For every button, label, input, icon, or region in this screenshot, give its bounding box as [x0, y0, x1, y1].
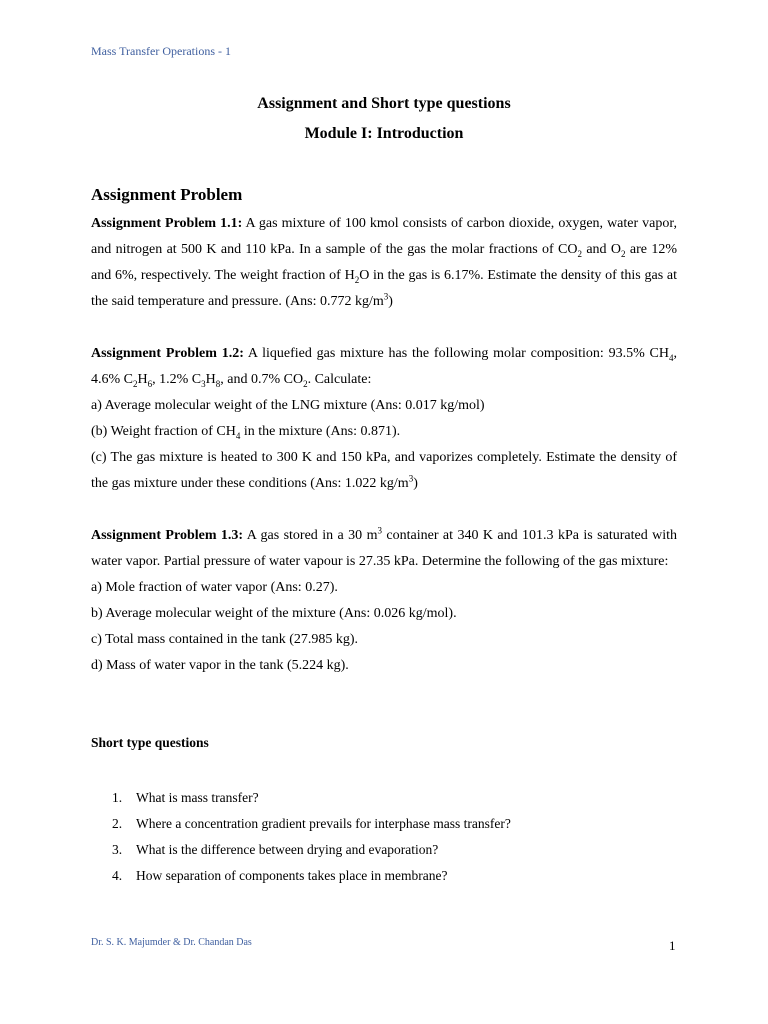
short-questions-list — [112, 785, 511, 889]
item-number: 3. — [112, 842, 123, 857]
problem-1-3 — [91, 523, 677, 679]
section-heading: Assignment Problem — [91, 185, 243, 204]
list-item — [112, 837, 511, 863]
item-number: 1. — [112, 790, 123, 805]
problem-label: Assignment Problem 1.2: — [91, 346, 244, 361]
list-item — [112, 785, 511, 811]
short-questions-heading: Short type questions — [91, 735, 209, 750]
problem-part-a: a) Mole fraction of water vapor (Ans: 0.27). — [91, 580, 338, 595]
problem-part-b: b) Average molecular weight of the mixture (Ans: 0.026 kg/mol). — [91, 606, 457, 621]
problem-label: Assignment Problem 1.3: — [91, 528, 244, 543]
problem-text: Assignment Problem 1.1: A gas mixture of 100 kmol consists of carbon dioxide, oxygen, water vapor, and nitrogen at 500 K and 110 kPa. In a sample of the gas the molar fractions of $CO_2$ and $O_2$ are 12% and 6%, respectively. The weight fraction of $H_2O$ in the gas is 6.17%. Estimate the density of this gas at the said temperature and pressure. (Ans: 0.772 $kg/m^3$) — [91, 216, 677, 309]
item-number: 4. — [112, 868, 123, 883]
problem-text: Assignment Problem 1.3: A gas stored in a 30 $m^3$ container at 340 K and 101.3 kPa is saturated with water vapor. Partial pressure of water vapour is 27.35 kPa. Determine the following of the gas mixture: — [91, 525, 678, 569]
document-title: Assignment and Short type questions — [257, 95, 511, 112]
problem-part-a: a) Average molecular weight of the LNG mixture (Ans: 0.017 kg/mol) — [91, 398, 485, 413]
problem-part-c: (c) The gas mixture is heated to 300 K and 150 kPa, and vaporizes completely. Estimate the density of the gas mixture under these conditions (Ans: 1.022 $kg/m^3$) — [91, 450, 677, 491]
running-header: Mass Transfer Operations - 1 — [91, 44, 231, 58]
list-item — [112, 811, 511, 837]
footer-authors: Dr. S. K. Majumder & Dr. Chandan Das — [91, 937, 252, 948]
page-number: 1 — [669, 938, 676, 953]
item-text: What is the difference between drying and evaporation? — [136, 842, 439, 857]
problem-part-b: (b) Weight fraction of $CH_4$ in the mixture (Ans: 0.871). — [91, 424, 401, 441]
module-title: Module I: Introduction — [304, 125, 464, 142]
problem-part-d: d) Mass of water vapor in the tank (5.224 kg). — [91, 658, 349, 673]
problem-part-c: c) Total mass contained in the tank (27.985 kg). — [91, 632, 359, 647]
item-text: What is mass transfer? — [136, 790, 259, 805]
list-item — [112, 863, 511, 889]
problem-1-2 — [91, 341, 677, 497]
item-text: Where a concentration gradient prevails for interphase mass transfer? — [136, 816, 511, 831]
problem-1-1 — [91, 211, 677, 315]
item-number: 2. — [112, 816, 123, 831]
item-text: How separation of components takes place in membrane? — [136, 868, 448, 883]
problem-text: Assignment Problem 1.2: A liquefied gas mixture has the following molar composition: 93.5% $CH_4$, 4.6% $C_2H_6$, 1.2% $C_3H_8$, and 0.7% $CO_2$. Calculate: — [91, 346, 677, 389]
problem-label: Assignment Problem 1.1: — [91, 216, 243, 231]
